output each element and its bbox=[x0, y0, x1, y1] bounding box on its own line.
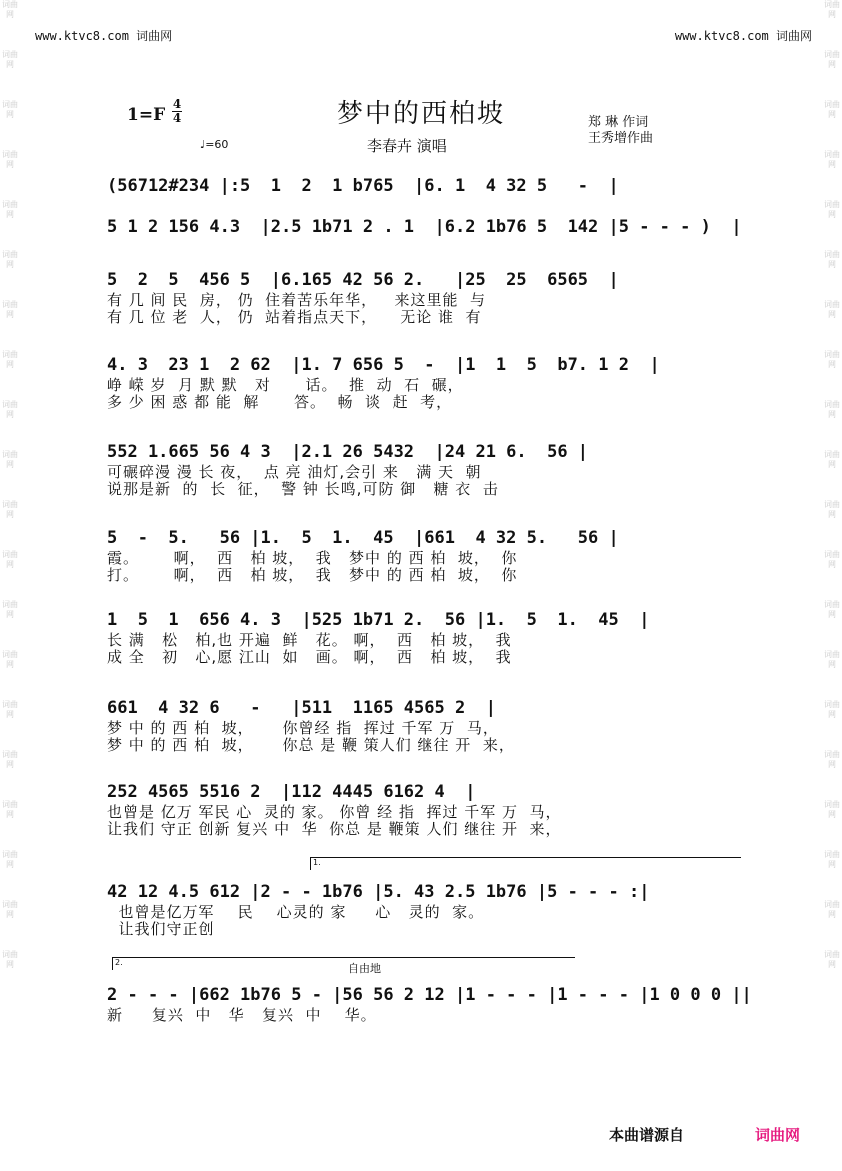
lyrics-verse-1: 梦 中 的 西 柏 坡， 你曾经 指 挥过 千军 万 马， bbox=[107, 719, 499, 737]
volta-bracket-2: 2. bbox=[112, 957, 575, 970]
lyricist-credit: 郑 琳 作词 bbox=[588, 115, 649, 130]
notes-line: 552 1.665 56 4 3 |2.1 26 5432 |24 21 6. 56 | bbox=[107, 442, 589, 462]
composer-credit: 王秀增作曲 bbox=[588, 131, 654, 146]
notes-line: 4. 3 23 1 2 62 |1. 7 656 5 - |1 1 5 b7. 1 2 | bbox=[107, 355, 660, 375]
lyrics-verse-2: 成 全 初 心,愿 江山 如 画。 啊， 西 柏 坡， 我 bbox=[107, 648, 512, 666]
notes-line: 5 - 5. 56 |1. 5 1. 45 |661 4 32 5. 56 | bbox=[107, 528, 619, 548]
watermark-column-left: 词曲网 词曲网 词曲网 词曲网 词曲网 词曲网 词曲网 词曲网 词曲网 词曲网 词曲网 词曲网 词曲网 词曲网 词曲网 词曲网 词曲网 词曲网 词曲网 词曲网 bbox=[2, 0, 18, 969]
notes-line: 5 1 2 156 4.3 |2.5 1b71 2 . 1 |6.2 1b76 5 142 |5 - - - ) | bbox=[107, 217, 742, 237]
performer-credit: 李春卉 演唱 bbox=[367, 137, 447, 155]
time-sig-top: 4 bbox=[172, 97, 182, 111]
site-url-right: www.ktvc8.com 词曲网 bbox=[674, 29, 812, 43]
lyrics-verse-1: 峥 嵘 岁 月 默 默 对 话。 推 动 石 碾， bbox=[107, 376, 464, 394]
time-sig-bottom: 4 bbox=[172, 111, 182, 125]
notes-line: 42 12 4.5 612 |2 - - 1b76 |5. 43 2.5 1b76 |5 - - - :| bbox=[107, 882, 650, 902]
lyrics-verse-1: 也曾是亿万军 民 心灵的 家 心 灵的 家。 bbox=[107, 903, 485, 921]
footer-source-label: 本曲谱源自 bbox=[609, 1126, 685, 1144]
footer-site-logo[interactable]: 词曲网 bbox=[755, 1126, 801, 1144]
score-system-4 bbox=[107, 355, 745, 411]
notes-line: 252 4565 5516 2 |112 4445 6162 4 | bbox=[107, 782, 476, 802]
score-system-5 bbox=[107, 442, 745, 498]
lyrics-verse-2: 让我们 守正 创新 复兴 中 华 你总 是 鞭策 人们 继往 开 来， bbox=[107, 820, 562, 838]
score-system-9 bbox=[107, 782, 745, 838]
watermark-column-right: 词曲网 词曲网 词曲网 词曲网 词曲网 词曲网 词曲网 词曲网 词曲网 词曲网 词曲网 词曲网 词曲网 词曲网 词曲网 词曲网 词曲网 词曲网 词曲网 词曲网 bbox=[824, 0, 840, 969]
score-system-11 bbox=[107, 985, 752, 1024]
score-system-6 bbox=[107, 528, 745, 584]
lyrics-verse-1: 霞。 啊， 西 柏 坡， 我 梦中 的 西 柏 坡， 你 bbox=[107, 549, 518, 567]
score-system-8 bbox=[107, 698, 745, 754]
tempo-expression: 自由地 bbox=[348, 962, 381, 975]
lyrics-verse-1: 可碾碎漫 漫 长 夜， 点 亮 油灯,会引 来 满 天 朝 bbox=[107, 463, 482, 481]
lyrics-verse-2: 梦 中 的 西 柏 坡， 你总 是 鞭 策人们 继往 开 来， bbox=[107, 736, 515, 754]
notes-line: (56712#234 |:5 1 2 1 b765 |6. 1 4 32 5 - | bbox=[107, 176, 619, 196]
lyrics-verse-2: 多 少 困 惑 都 能 解 答。 畅 谈 赶 考， bbox=[107, 393, 453, 411]
notes-line: 661 4 32 6 - |511 1165 4565 2 | bbox=[107, 698, 496, 718]
notes-line: 2 - - - |662 1b76 5 - |56 56 2 12 |1 - - - |1 - - - |1 0 0 0 || bbox=[107, 985, 752, 1005]
score-system-2 bbox=[107, 217, 745, 239]
song-title: 梦中的西柏坡 bbox=[336, 99, 505, 129]
score-system-7 bbox=[107, 610, 745, 666]
volta-bracket-1: 1. bbox=[310, 857, 741, 870]
lyrics-verse-1: 长 满 松 柏,也 开遍 鲜 花。 啊， 西 柏 坡， 我 bbox=[107, 631, 512, 649]
score-system-1 bbox=[107, 176, 745, 198]
lyrics-verse-2: 说那是新 的 长 征， 警 钟 长鸣,可防 御 糖 衣 击 bbox=[107, 480, 499, 498]
lyrics-verse-1: 也曾是 亿万 军民 心 灵的 家。 你曾 经 指 挥过 千军 万 马， bbox=[107, 803, 562, 821]
score-system-10 bbox=[107, 882, 745, 938]
score-system-3 bbox=[107, 270, 745, 326]
lyrics-verse-2: 让我们守正创 bbox=[107, 920, 215, 938]
site-url-left: www.ktvc8.com 词曲网 bbox=[35, 29, 173, 43]
lyrics-verse-2: 有 几 位 老 人， 仍 站着指点天下， 无论 谁 有 bbox=[107, 308, 482, 326]
lyrics-verse-1: 新 复兴 中 华 复兴 中 华。 bbox=[107, 1006, 377, 1024]
key-signature: 1=F bbox=[127, 105, 166, 125]
tempo-marking: ♩=60 bbox=[200, 138, 229, 151]
notes-line: 1 5 1 656 4. 3 |525 1b71 2. 56 |1. 5 1. 45 | bbox=[107, 610, 650, 630]
lyrics-verse-2: 打。 啊， 西 柏 坡， 我 梦中 的 西 柏 坡， 你 bbox=[107, 566, 518, 584]
notes-line: 5 2 5 456 5 |6.165 42 56 2. |25 25 6565 | bbox=[107, 270, 619, 290]
lyrics-verse-1: 有 几 间 民 房， 仍 住着苦乐年华， 来这里能 与 bbox=[107, 291, 486, 309]
